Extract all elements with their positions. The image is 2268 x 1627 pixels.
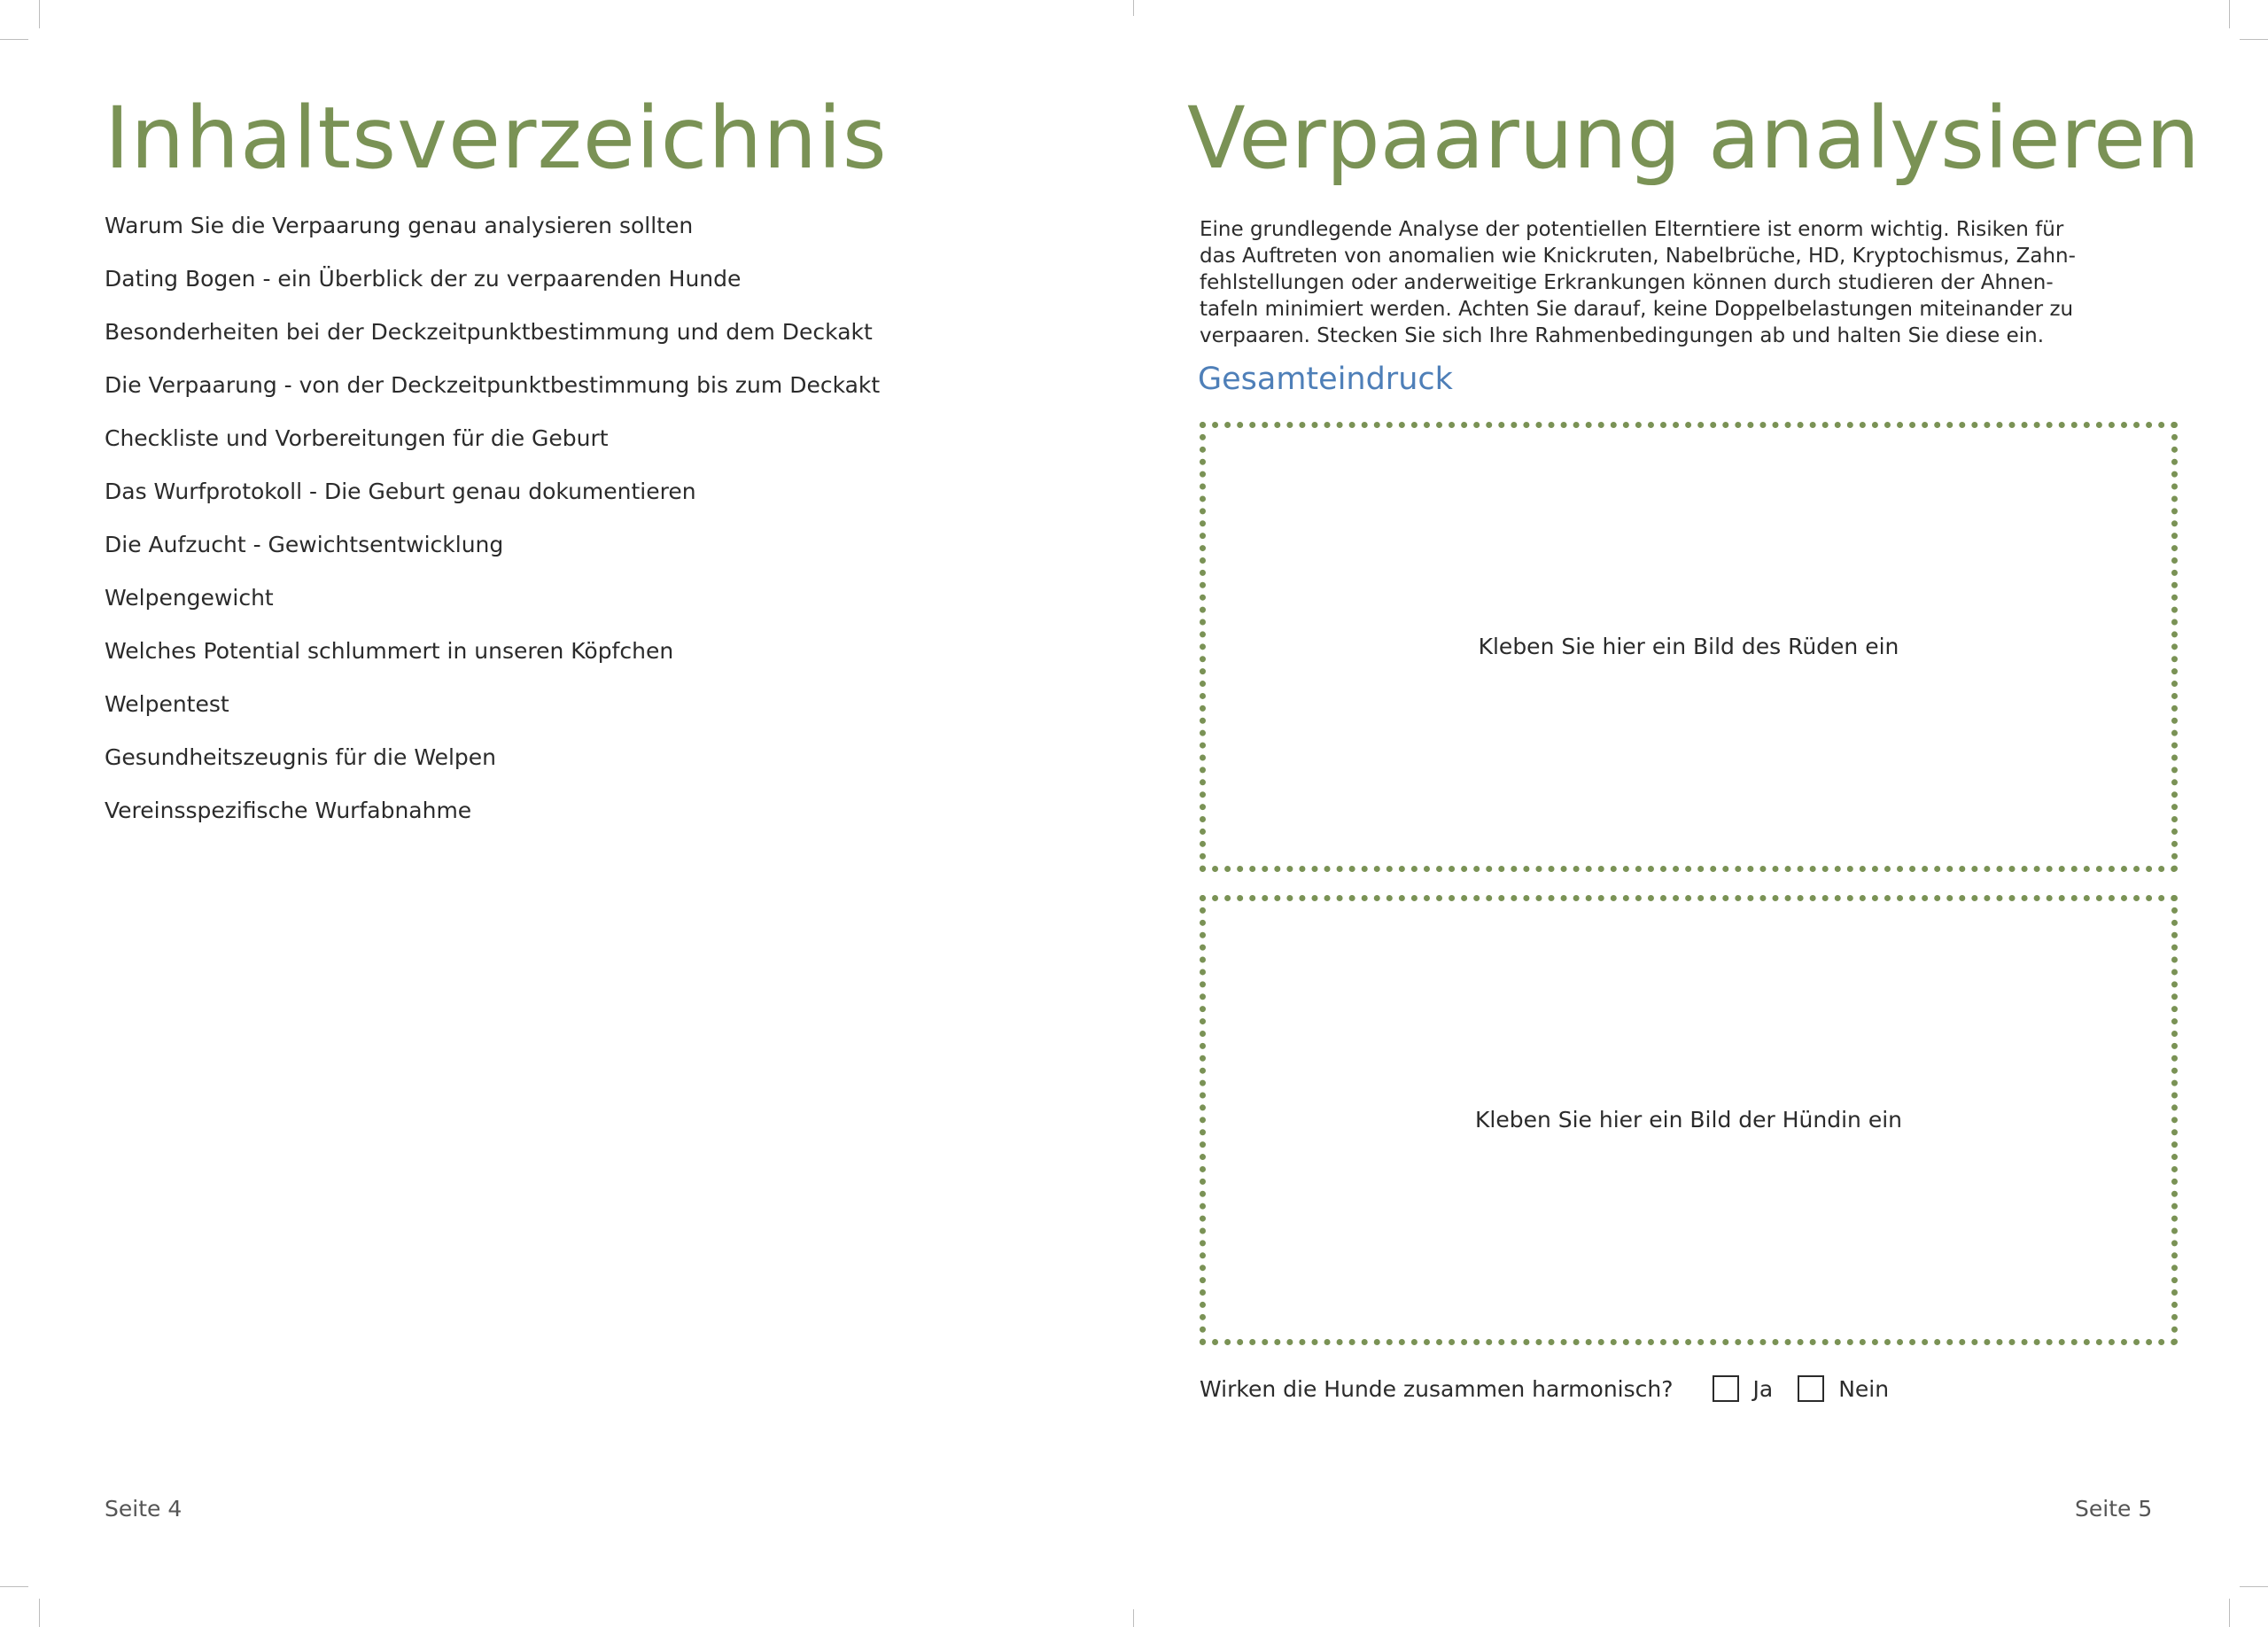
crop-mark-bottom-center [1133,1609,1134,1627]
toc-item[interactable]: Welches Potential schlummert in unseren Köpfchen [105,638,674,664]
intro-line: das Auftreten von anomalien wie Knickruten, Nabelbrüche, HD, Kryptochismus, Zahn- [1200,245,2076,268]
page-number-left: Seite 4 [105,1496,183,1522]
option-yes-label: Ja [1752,1375,1774,1402]
crop-mark-top-right-v [2229,0,2230,28]
checkbox-no[interactable] [1798,1375,1824,1402]
intro-line: tafeln minimiert werden. Achten Sie darauf, keine Doppelbelastungen miteinander zu [1200,298,2074,321]
crop-mark-top-center [1133,0,1134,16]
crop-mark-top-left-v [39,0,40,28]
photo-placeholder-female[interactable] [1200,895,2178,1345]
toc-item[interactable]: Das Wurfprotokoll - Die Geburt genau dokumentieren [105,479,696,504]
toc-item[interactable]: Besonderheiten bei der Deckzeitpunktbestimmung und dem Deckakt [105,319,873,345]
harmony-question-row [1200,1374,1889,1404]
toc-item[interactable]: Die Verpaarung - von der Deckzeitpunktbestimmung bis zum Deckakt [105,372,881,398]
checkbox-yes[interactable] [1713,1375,1739,1402]
toc-item[interactable]: Checkliste und Vorbereitungen für die Geburt [105,425,609,451]
toc-title: Inhaltsverzeichnis [105,89,888,188]
intro-line: verpaaren. Stecken Sie sich Ihre Rahmenbedingungen ab und halten Sie diese ein. [1200,324,2045,347]
photo-placeholder-male[interactable] [1200,422,2178,872]
section-subheading: Gesamteindruck [1198,362,1453,397]
toc-item[interactable]: Welpentest [105,691,229,717]
crop-mark-bottom-left-v [39,1599,40,1627]
toc-item[interactable]: Vereinsspezifische Wurfabnahme [105,798,472,823]
photo-placeholder-label: Kleben Sie hier ein Bild des Rüden ein [1478,634,1899,659]
page-title: Verpaarung analysieren [1187,89,2200,188]
intro-line: Eine grundlegende Analyse der potentiellen Elterntiere ist enorm wichtig. Risiken für [1200,218,2064,241]
toc-list [105,213,880,851]
toc-item[interactable]: Warum Sie die Verpaarung genau analysieren sollten [105,213,694,238]
crop-mark-bottom-right-h [2240,1586,2268,1587]
crop-mark-top-right-h [2240,39,2268,40]
toc-item[interactable]: Dating Bogen - ein Überblick der zu verpaarenden Hunde [105,266,742,292]
crop-mark-bottom-left-h [0,1586,28,1587]
option-no-label: Nein [1838,1375,1890,1402]
crop-mark-bottom-right-v [2229,1599,2230,1627]
crop-mark-top-left-h [0,39,28,40]
harmony-question: Wirken die Hunde zusammen harmonisch? [1200,1375,1674,1402]
intro-line: fehlstellungen oder anderweitige Erkrankungen können durch studieren der Ahnen- [1200,271,2054,294]
toc-item[interactable]: Welpengewicht [105,585,274,611]
page-number-right: Seite 5 [2075,1496,2153,1522]
photo-placeholder-label: Kleben Sie hier ein Bild der Hündin ein [1474,1107,1903,1133]
toc-item[interactable]: Die Aufzucht - Gewichtsentwicklung [105,532,504,557]
option-yes[interactable] [1713,1375,1774,1402]
intro-paragraph [1200,216,2121,349]
option-no[interactable] [1798,1375,1889,1402]
toc-item[interactable]: Gesundheitszeugnis für die Welpen [105,744,497,770]
